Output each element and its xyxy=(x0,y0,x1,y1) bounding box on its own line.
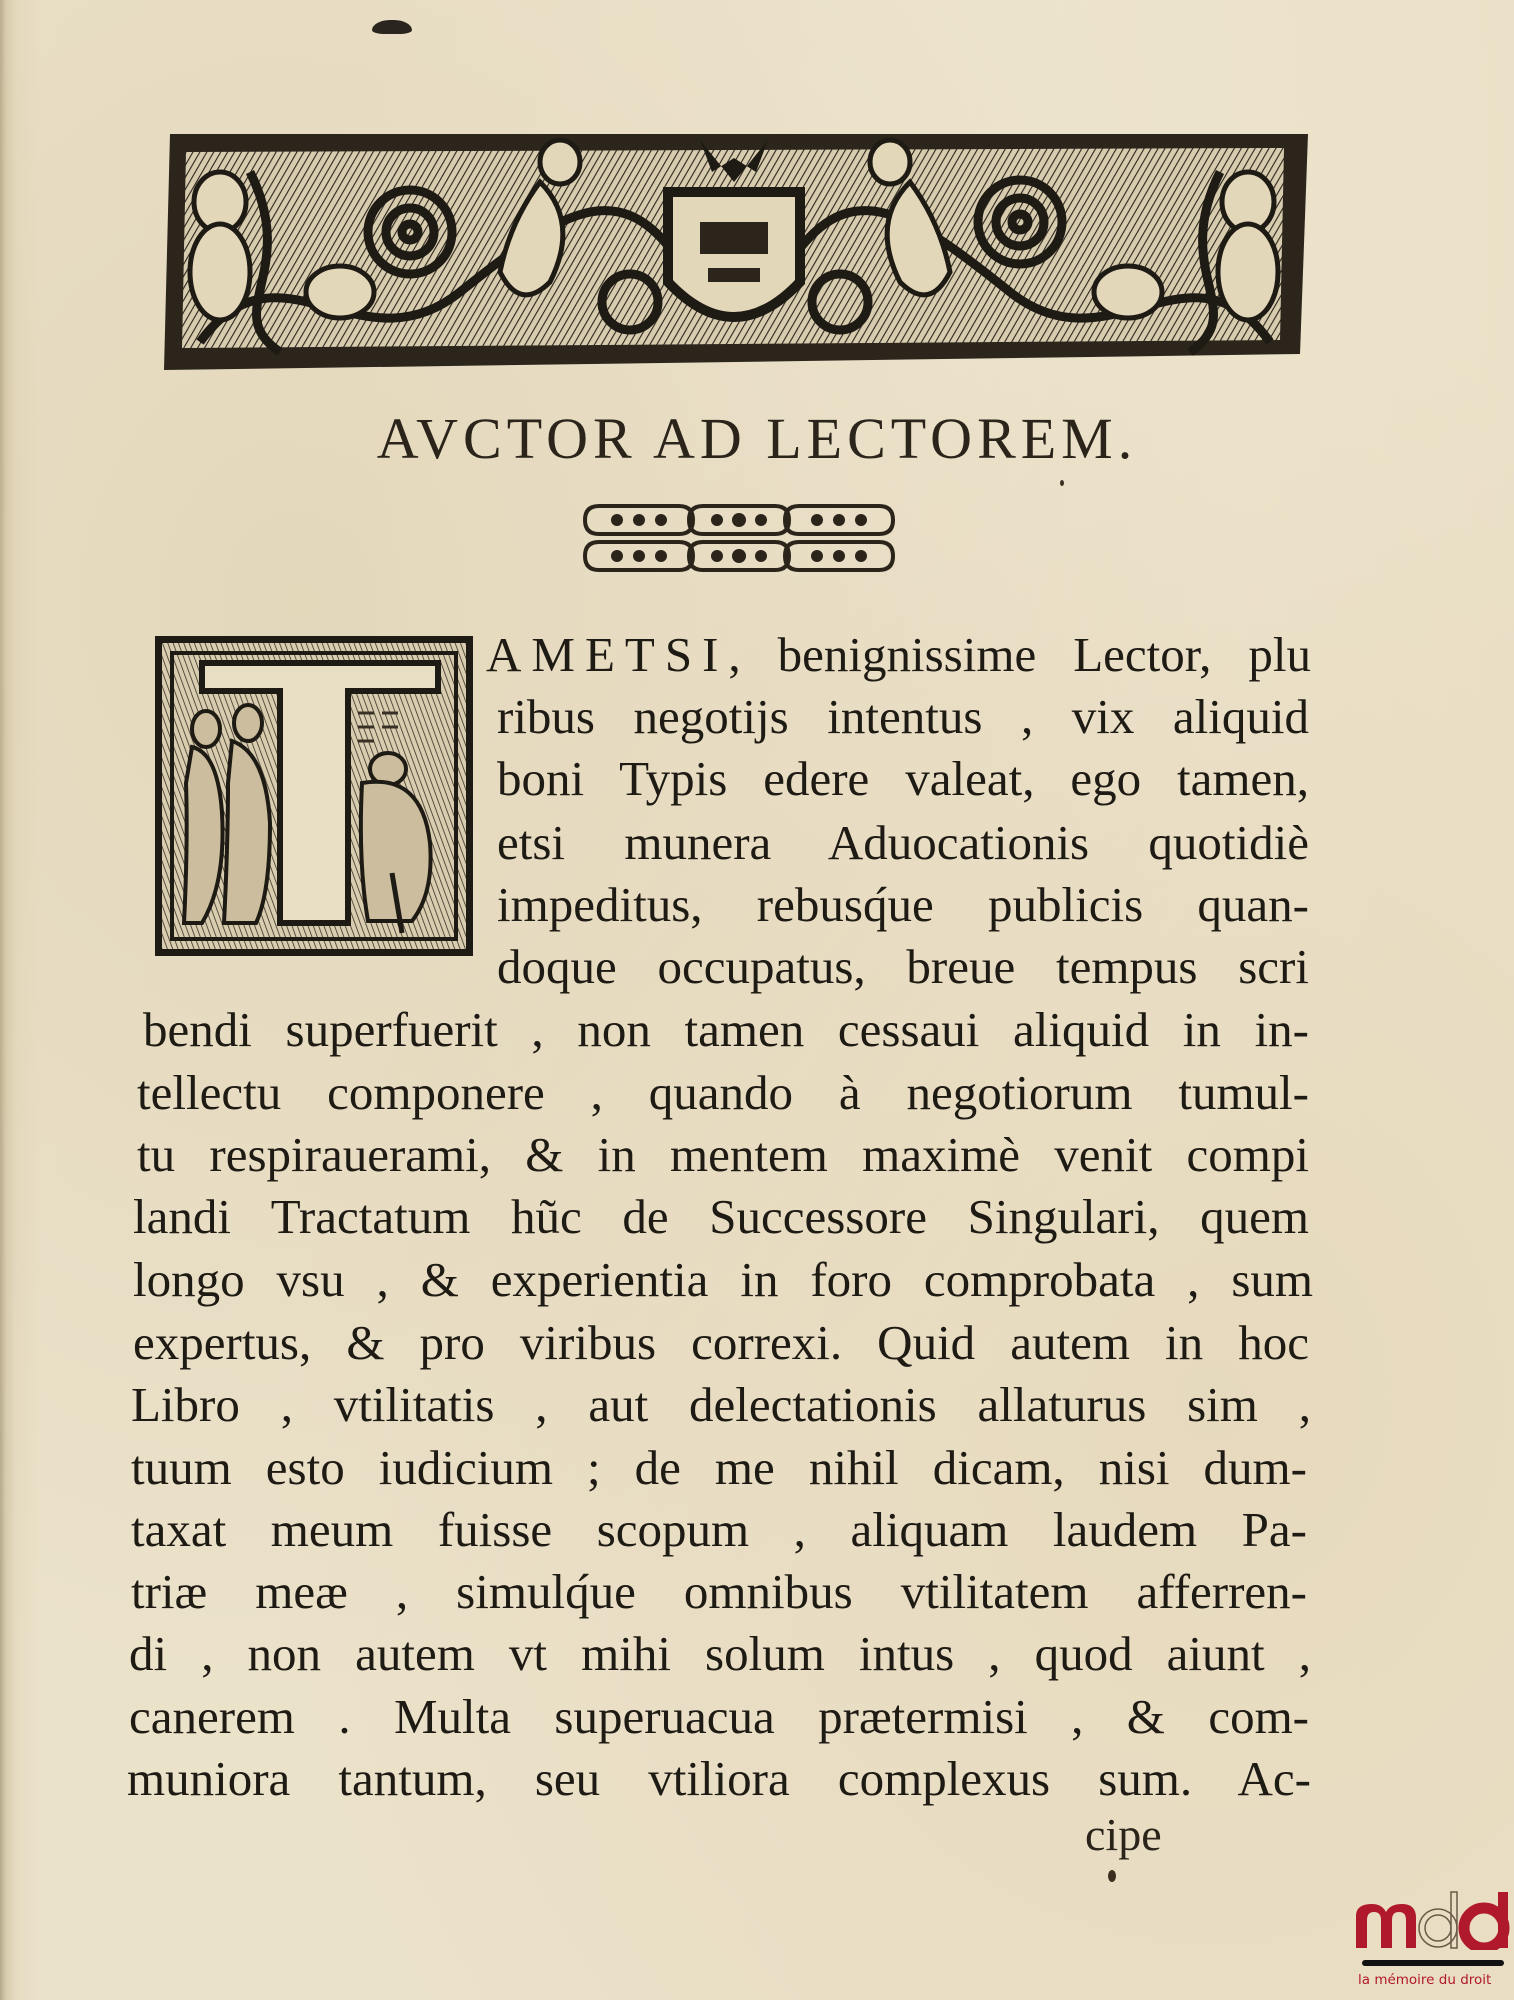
text-line-14: tuum esto iudicium ; de me nihil dicam, nisi dum- xyxy=(131,1440,1307,1495)
mdd-logo-mark xyxy=(1350,1890,1510,1950)
mdd-logo xyxy=(1350,1890,1510,1998)
text-line-19: muniora tantum, seu vtiliora complexus sum. Ac- xyxy=(127,1751,1311,1806)
ornamental-woodcut-headpiece-icon xyxy=(160,112,1308,376)
text-line-4: etsi munera Aduocationis quotidiè xyxy=(497,815,1309,870)
text-line-13: Libro , vtilitatis , aut delectationis allaturus sim , xyxy=(131,1377,1311,1432)
text-line-3: boni Typis edere valeat, ego tamen, xyxy=(497,751,1309,806)
fleuron-ornament-icon xyxy=(577,500,902,578)
text-line-1: AMETSI, benignissime Lector, plu xyxy=(486,627,1311,682)
drop-cap-initial xyxy=(155,636,473,956)
text-line-7: bendi superfuerit , non tamen cessaui aliquid in in- xyxy=(143,1002,1309,1057)
text-line-17: di , non autem vt mihi solum intus , quod aiunt , xyxy=(129,1626,1311,1681)
logo-divider xyxy=(1362,1960,1504,1966)
opening-word: AMETSI xyxy=(486,627,729,682)
woodcut-headpiece xyxy=(160,112,1308,376)
text-line-12: expertus, & pro viribus correxi. Quid autem in hoc xyxy=(133,1315,1309,1370)
fleuron-ornament xyxy=(577,500,902,578)
text-line-6: doque occupatus, breue tempus scri xyxy=(497,939,1309,994)
text-line-11: longo vsu , & experientia in foro comprobata , sum xyxy=(133,1252,1313,1307)
text-line-9: tu respirauerami, & in mentem maximè venit compi xyxy=(137,1127,1309,1182)
ink-blot xyxy=(372,20,412,34)
text-line-8: tellectu componere , quando à negotiorum tumul- xyxy=(137,1065,1309,1120)
mdd-logotype-icon xyxy=(1350,1890,1510,1950)
logo-tagline: la mémoire du droit xyxy=(1358,1972,1492,1988)
text-line-10: landi Tractatum hũc de Successore Singulari, quem xyxy=(133,1189,1309,1244)
page-title: AVCTOR AD LECTOREM. xyxy=(376,406,1138,471)
text-line-5: impeditus, rebusq́ue publicis quan- xyxy=(497,877,1309,932)
text-line-2: ribus negotijs intentus , vix aliquid xyxy=(497,689,1309,744)
catchword: cipe xyxy=(1085,1809,1162,1860)
ink-speck xyxy=(1108,1870,1116,1882)
text-line-16: triæ meæ , simulq́ue omnibus vtilitatem afferren- xyxy=(131,1564,1307,1619)
ink-speck xyxy=(1060,480,1064,486)
historiated-initial-t-icon xyxy=(162,643,466,949)
text-line-18: canerem . Multa superuacua prætermisi , & com- xyxy=(129,1689,1309,1744)
text-line-15: taxat meum fuisse scopum , aliquam laudem Pa- xyxy=(131,1502,1307,1557)
